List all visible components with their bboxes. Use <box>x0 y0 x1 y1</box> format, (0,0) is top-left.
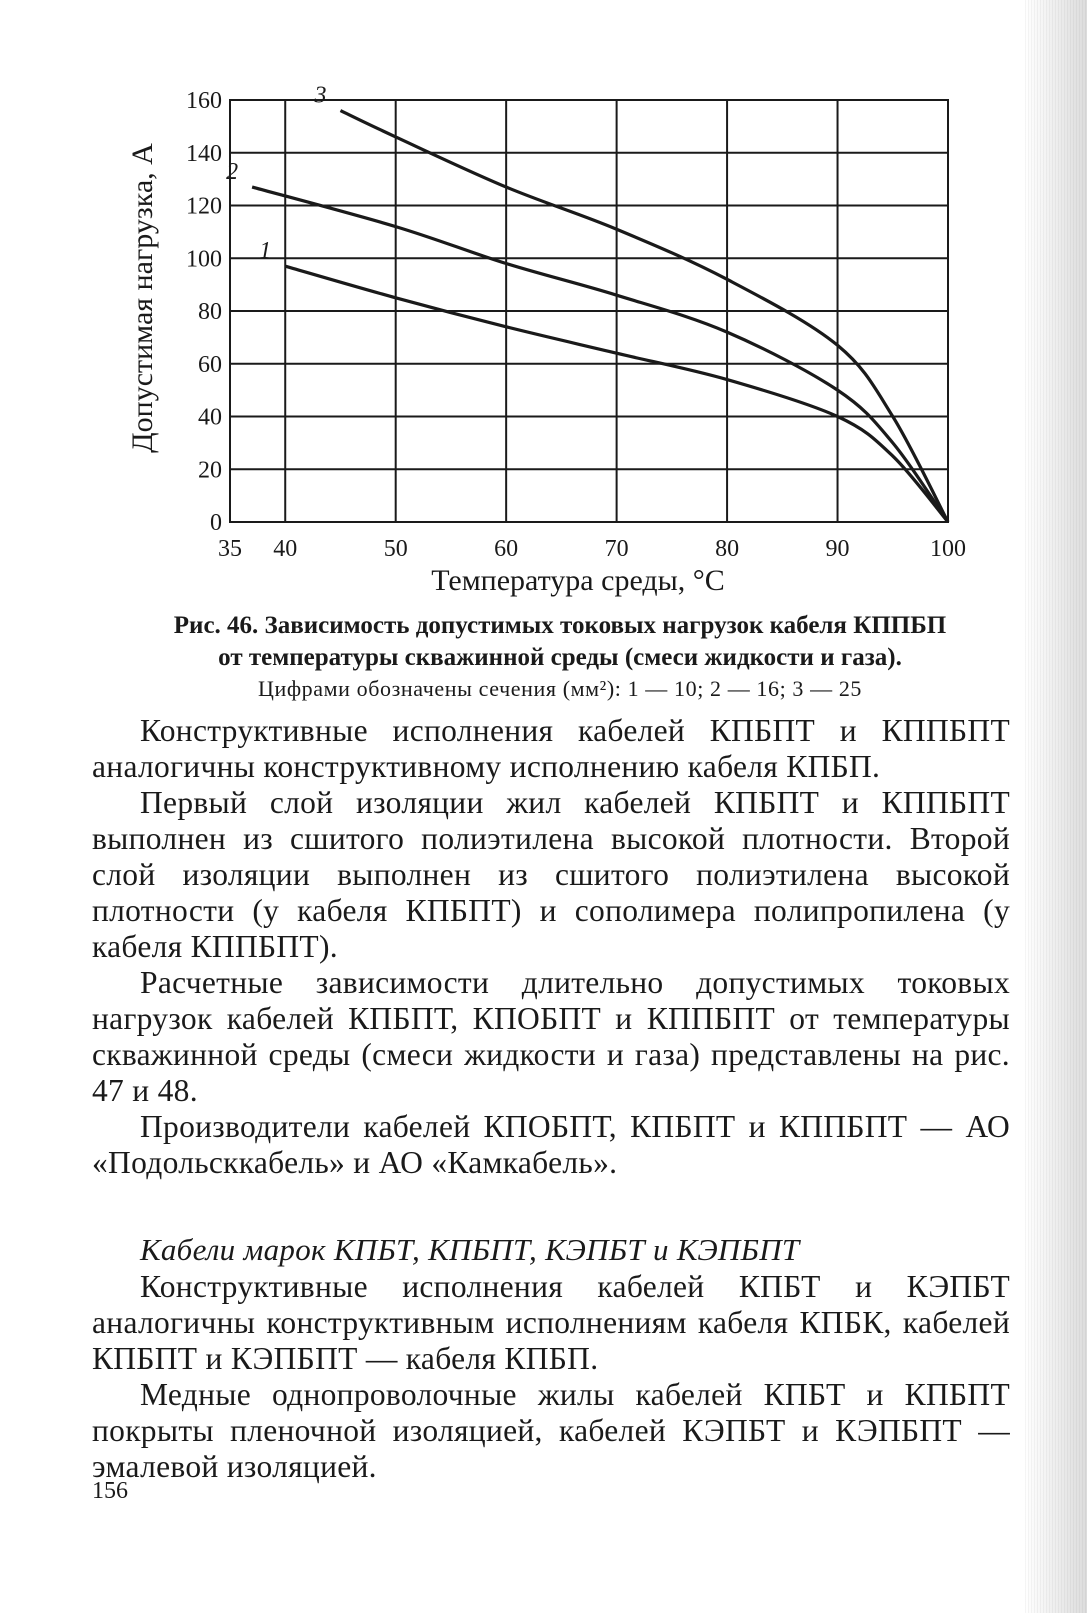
y-tick-label: 40 <box>198 404 222 431</box>
paragraph: Первый слой изоляции жил кабелей КПБПТ и КППБПТ выполнен из сшитого полиэтилена высокой плотности. Второй слой изоляции выполнен из сшитого полиэтилена высокой плотности (у кабеля КПБПТ) и сополимера полипропилена (у кабеля КППБПТ). <box>92 785 1010 964</box>
series-line-3 <box>340 111 948 522</box>
y-tick-label: 20 <box>198 457 222 484</box>
x-tick-label: 35 <box>218 536 242 562</box>
caption-line-2: от температуры скважинной среды (смеси жидкости и газа). <box>218 644 902 671</box>
y-tick-label: 0 <box>210 510 222 536</box>
current-load-chart <box>0 0 1087 605</box>
paragraph: Производители кабелей КПОБПТ, КПБПТ и КППБПТ — АО «Подольсккабель» и АО «Камкабель». <box>92 1109 1010 1180</box>
chart-grid <box>230 100 948 522</box>
figure-caption <box>150 610 970 674</box>
y-axis-ticks <box>186 88 222 536</box>
paragraph: Конструктивные исполнения кабелей КПБПТ и КППБПТ аналогичны конструктивному исполнению кабеля КПБП. <box>92 713 1010 784</box>
body-text <box>92 713 1010 1485</box>
page-number: 156 <box>92 1478 128 1504</box>
y-tick-label: 80 <box>198 299 222 325</box>
paragraph: Конструктивные исполнения кабелей КПБТ и КЭПБТ аналогичны конструктивным исполнениям кабеля КПБК, кабелей КПБПТ и КЭПБПТ — кабеля КПБП. <box>92 1269 1010 1376</box>
y-axis-title: Допустимая нагрузка, А <box>126 143 159 453</box>
series-line-2 <box>252 187 948 522</box>
x-tick-label: 100 <box>930 536 966 562</box>
caption-line-1: Рис. 46. Зависимость допустимых токовых нагрузок кабеля КППБП <box>173 612 947 639</box>
y-tick-label: 60 <box>198 351 222 378</box>
x-tick-label: 70 <box>604 536 629 562</box>
chart-curves <box>226 83 948 522</box>
y-tick-label: 100 <box>186 246 222 273</box>
x-tick-label: 50 <box>383 536 408 562</box>
x-tick-label: 40 <box>273 536 298 562</box>
x-tick-label: 90 <box>825 536 850 562</box>
x-tick-label: 80 <box>715 536 740 562</box>
y-tick-label: 160 <box>186 88 222 114</box>
caption-note: Цифрами обозначены сечения (мм²): 1 — 10; 2 — 16; 3 — 25 <box>257 676 863 701</box>
series-label-2: 2 <box>226 159 239 186</box>
x-axis-title: Температура среды, °С <box>431 564 725 597</box>
y-tick-label: 120 <box>186 193 222 220</box>
series-label-3: 3 <box>314 82 327 109</box>
paragraph: Медные однопроволочные жилы кабелей КПБТ и КПБПТ покрыты пленочной изоляцией, кабелей КЭПБТ и КЭПБПТ — эмалевой изоляцией. <box>92 1377 1010 1484</box>
series-label-1: 1 <box>259 238 272 265</box>
y-tick-label: 140 <box>186 140 222 167</box>
x-axis-ticks <box>218 536 966 562</box>
section-title: Кабели марок КПБТ, КПБПТ, КЭПБТ и КЭПБПТ <box>140 1232 800 1267</box>
paragraph: Расчетные зависимости длительно допустимых токовых нагрузок кабелей КПБПТ, КПОБПТ и КППБПТ от температуры скважинной среды (смеси жидкости и газа) представлены на рис. 47 и 48. <box>92 965 1010 1108</box>
x-tick-label: 60 <box>494 536 519 562</box>
